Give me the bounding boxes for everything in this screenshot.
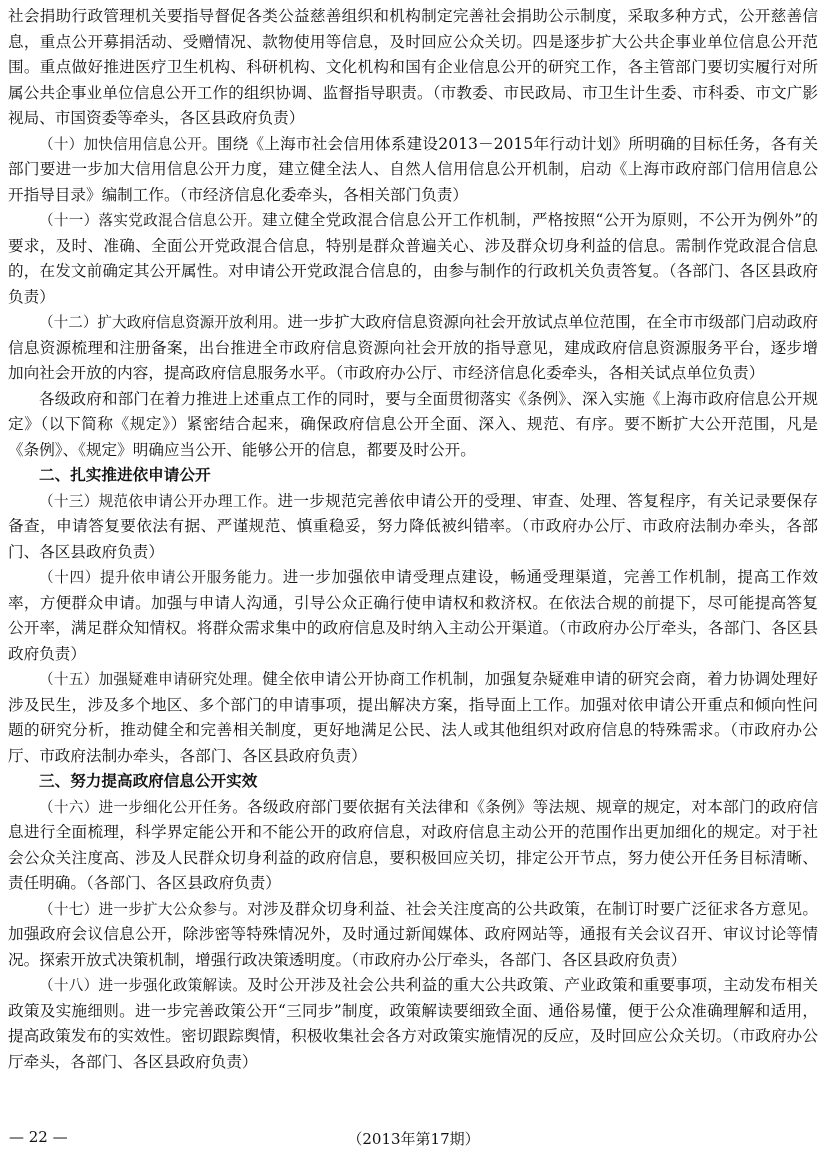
paragraph-10-title: （十）加快信用信息公开。 — [39, 135, 217, 153]
paragraph-11-title: （十一）落实党政混合信息公开。 — [39, 212, 263, 229]
paragraph-11 — [8, 208, 818, 310]
paragraph-18 — [8, 973, 818, 1075]
section-heading-2: 二、扎实推进依申请公开 — [39, 466, 211, 484]
paragraph-16-title: （十六）进一步细化公开任务。 — [39, 798, 248, 816]
paragraph-18-title: （十八）进一步强化政策解读。 — [39, 977, 248, 994]
paragraph-10-body: 围绕《上海市社会信用体系建设2013－2015年行动计划》所明确的目标任务，各有关部门要进一步加大信用信息公开力度，建立健全法人、自然人信用信息公开机制，启动《上海市政府部门信用信息公开指导目录》编制工作。（市经济信息化委牵头，各相关部门负责） — [8, 134, 818, 204]
paragraph-summary: 各级政府和部门在着力推进上述重点工作的同时，要与全面贯彻落实《条例》、深入实施《上海市政府信息公开规定》（以下简称《规定》）紧密结合起来，确保政府信息公开全面、深入、规范、有序。要不断扩大公开范围，凡是《条例》、《规定》明确应当公开、能够公开的信息，都要及时公开。 — [8, 389, 818, 459]
paragraph-13 — [8, 489, 818, 566]
paragraph-12 — [8, 310, 818, 387]
paragraph-17 — [8, 897, 818, 974]
document-body — [8, 4, 818, 1075]
paragraph-17-body: 对涉及群众切身利益、社会关注度高的公共政策，在制订时要广泛征求各方意见。加强政府会议信息公开，除涉密等特殊情况外，及时通过新闻媒体、政府网站等，通报有关会议召开、审议讨论等情况。探索开放式决策机制，增强行政决策透明度。（市政府办公厅牵头，各部门、各区县政府负责） — [8, 899, 818, 969]
paragraph-15 — [8, 667, 818, 769]
paragraph-15-body: 健全依申请公开协商工作机制，加强复杂疑难申请的研究会商，着力协调处理好涉及民生，涉及多个地区、多个部门的申请事项，提出解决方案，指导面上工作。加强对依申请公开重点和倾向性问题的研究分析，推动健全和完善相关制度，更好地满足公民、法人或其他组织对政府信息的特殊需求。（市政府办公厅、市政府法制办牵头，各部门、各区县政府负责） — [8, 670, 818, 765]
paragraph-11-body: 建立健全党政混合信息公开工作机制，严格按照“公开为原则，不公开为例外”的要求，及时、准确、全面公开党政混合信息，特别是群众普遍关心、涉及群众切身利益的信息。需制作党政混合信息的，在发文前确定其公开属性。对申请公开党政混合信息的，由参与制作的行政机关负责答复。（各部门、各区县政府负责） — [8, 211, 818, 306]
paragraph-intro: 社会捐助行政管理机关要指导督促各类公益慈善组织和机构制定完善社会捐助公示制度，采取多种方式，公开慈善信息，重点公开募捐活动、受赠情况、款物使用等信息，及时回应公众关切。四是逐步扩大公共企事业单位信息公开范围。重点做好推进医疗卫生机构、科研机构、文化机构和国有企业信息公开的研究工作，各主管部门要切实履行对所属公共企事业单位信息公开工作的组织协调、监督指导职责。（市教委、市民政局、市卫生计生委、市科委、市文广影视局、市国资委等牵头，各区县政府负责） — [8, 7, 818, 127]
paragraph-18-body: 及时公开涉及社会公共利益的重大公共政策、产业政策和重要事项，主动发布相关政策及实施细则。进一步完善政策公开“三同步”制度，政策解读要细致全面、通俗易懂，便于公众准确理解和适用，提高政策发布的实效性。密切跟踪舆情，积极收集社会各方对政策实施情况的反应，及时回应公众关切。（市政府办公厅牵头，各部门、各区县政府负责） — [8, 976, 818, 1071]
paragraph-16 — [8, 795, 818, 897]
paragraph-17-title: （十七）进一步扩大公众参与。 — [39, 900, 248, 918]
paragraph-10 — [8, 132, 818, 209]
section-heading-3: 三、努力提高政府信息公开实效 — [39, 772, 258, 790]
page-footer — [0, 1128, 827, 1152]
paragraph-16-body: 各级政府部门要依据有关法律和《条例》等法规、规章的规定，对本部门的政府信息进行全面梳理，科学界定能公开和不能公开的政府信息，对政府信息主动公开的范围作出更加细化的规定。对于社会公众关注度高、涉及人民群众切身利益的政府信息，要积极回应关切，排定公开节点，努力使公开任务目标清晰、责任明确。（各部门、各区县政府负责） — [8, 797, 818, 892]
paragraph-12-body: 进一步扩大政府信息资源向社会开放试点单位范围，在全市市级部门启动政府信息资源梳理和注册备案，出台推进全市政府信息资源向社会开放的指导意见，建成政府信息资源服务平台，逐步增加向社会开放的内容，提高政府信息服务水平。（市政府办公厅、市经济信息化委牵头，各相关试点单位负责） — [8, 313, 818, 382]
paragraph-14 — [8, 565, 818, 667]
paragraph-12-title: （十二）扩大政府信息资源开放利用。 — [39, 314, 288, 331]
paragraph-13-body: 进一步规范完善依申请公开的受理、审查、处理、答复程序，有关记录要保存备查，申请答复要依法有据、严谨规范、慎重稳妥，努力降低被纠错率。（市政府办公厅、市政府法制办牵头，各部门、各区县政府负责） — [8, 491, 818, 561]
paragraph-13-title: （十三）规范依申请公开办理工作。 — [39, 492, 278, 510]
issue-label: （2013年第17期） — [347, 1130, 480, 1148]
page-number: — 22 — — [9, 1128, 68, 1146]
paragraph-14-body: 进一步加强依申请受理点建设，畅通受理渠道，完善工作机制，提高工作效率，方便群众申请。加强与申请人沟通，引导公众正确行使申请权和救济权。在依法合规的前提下，尽可能提高答复公开率，满足群众知情权。将群众需求集中的政府信息及时纳入主动公开渠道。（市政府办公厅牵头，各部门、各区县政府负责） — [8, 568, 818, 663]
paragraph-15-title: （十五）加强疑难申请研究处理。 — [39, 671, 263, 688]
paragraph-14-title: （十四）提升依申请公开服务能力。 — [39, 569, 283, 586]
